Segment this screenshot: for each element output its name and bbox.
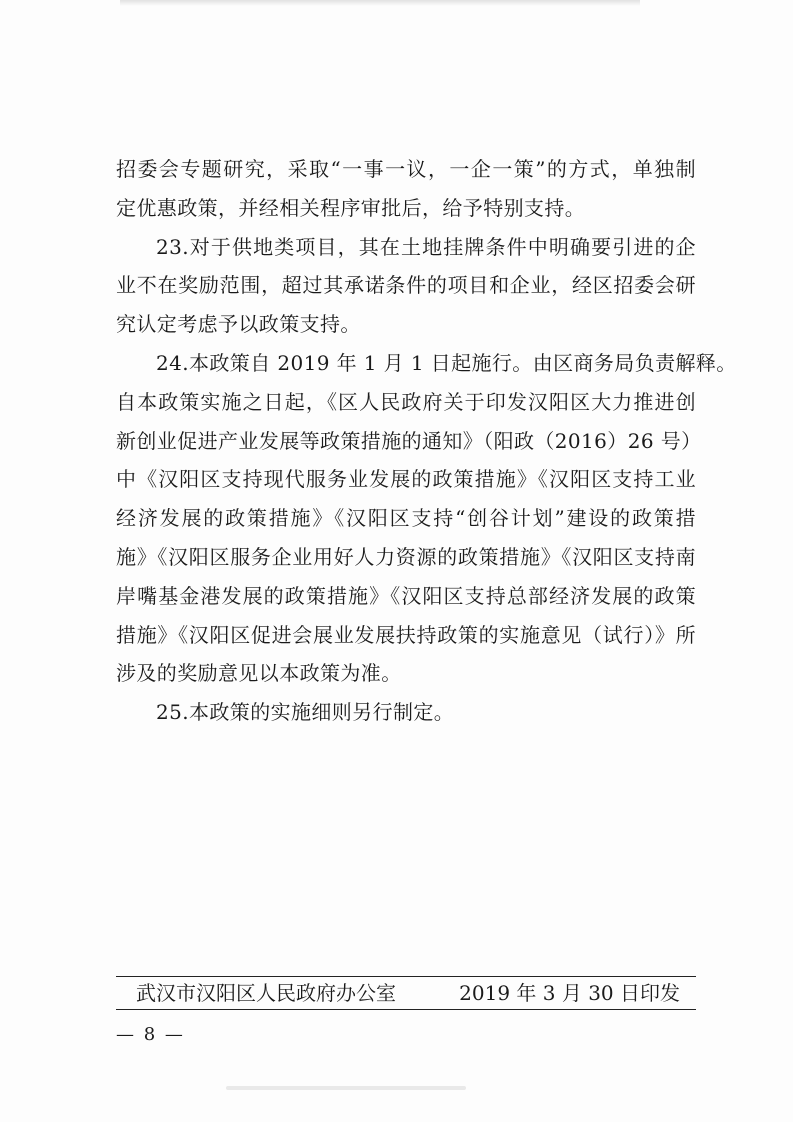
body-line: 经济发展的政策措施》《汉阳区支持“创谷计划”建设的政策措 <box>116 506 696 531</box>
body-line: 岸嘴基金港发展的政策措施》《汉阳区支持总部经济发展的政策 <box>116 583 696 608</box>
scan-smudge <box>226 1086 466 1090</box>
clause-24-line: 24.本政策自 2019 年 1 月 1 日起施行。由区商务局负责解释。 <box>156 350 737 375</box>
body-line: 施》《汉阳区服务企业用好人力资源的政策措施》《汉阳区支持南 <box>116 544 696 569</box>
body-line: 业不在奖励范围，超过其承诺条件的项目和企业，经区招委会研 <box>116 273 696 298</box>
clause-23-line: 23.对于供地类项目，其在土地挂牌条件中明确要引进的企 <box>156 234 696 259</box>
page-number: — 8 — <box>116 1024 185 1045</box>
scan-edge-shadow <box>120 0 640 6</box>
body-line: 中《汉阳区支持现代服务业发展的政策措施》《汉阳区支持工业 <box>116 467 696 492</box>
body-line: 定优惠政策，并经相关程序审批后，给予特别支持。 <box>116 195 586 220</box>
footer-bottom-rule <box>116 1009 696 1010</box>
issuer-name: 武汉市汉阳区人民政府办公室 <box>136 981 396 1005</box>
clause-25-line: 25.本政策的实施细则另行制定。 <box>156 700 455 725</box>
body-line: 招委会专题研究，采取“一事一议，一企一策”的方式，单独制 <box>116 157 696 181</box>
body-line: 究认定考虑予以政策支持。 <box>116 312 361 337</box>
body-line: 自本政策实施之日起，《区人民政府关于印发汉阳区大力推进创 <box>116 389 696 414</box>
document-body <box>116 150 737 732</box>
body-line: 措施》《汉阳区促进会展业发展扶持政策的实施意见（试行）》所 <box>116 622 696 647</box>
issuance-footer <box>136 977 680 1009</box>
body-line: 涉及的奖励意见以本政策为准。 <box>116 661 402 686</box>
body-line: 新创业促进产业发展等政策措施的通知》（阳政（2016）26 号） <box>116 428 702 453</box>
issue-date: 2019 年 3 月 30 日印发 <box>459 981 680 1005</box>
